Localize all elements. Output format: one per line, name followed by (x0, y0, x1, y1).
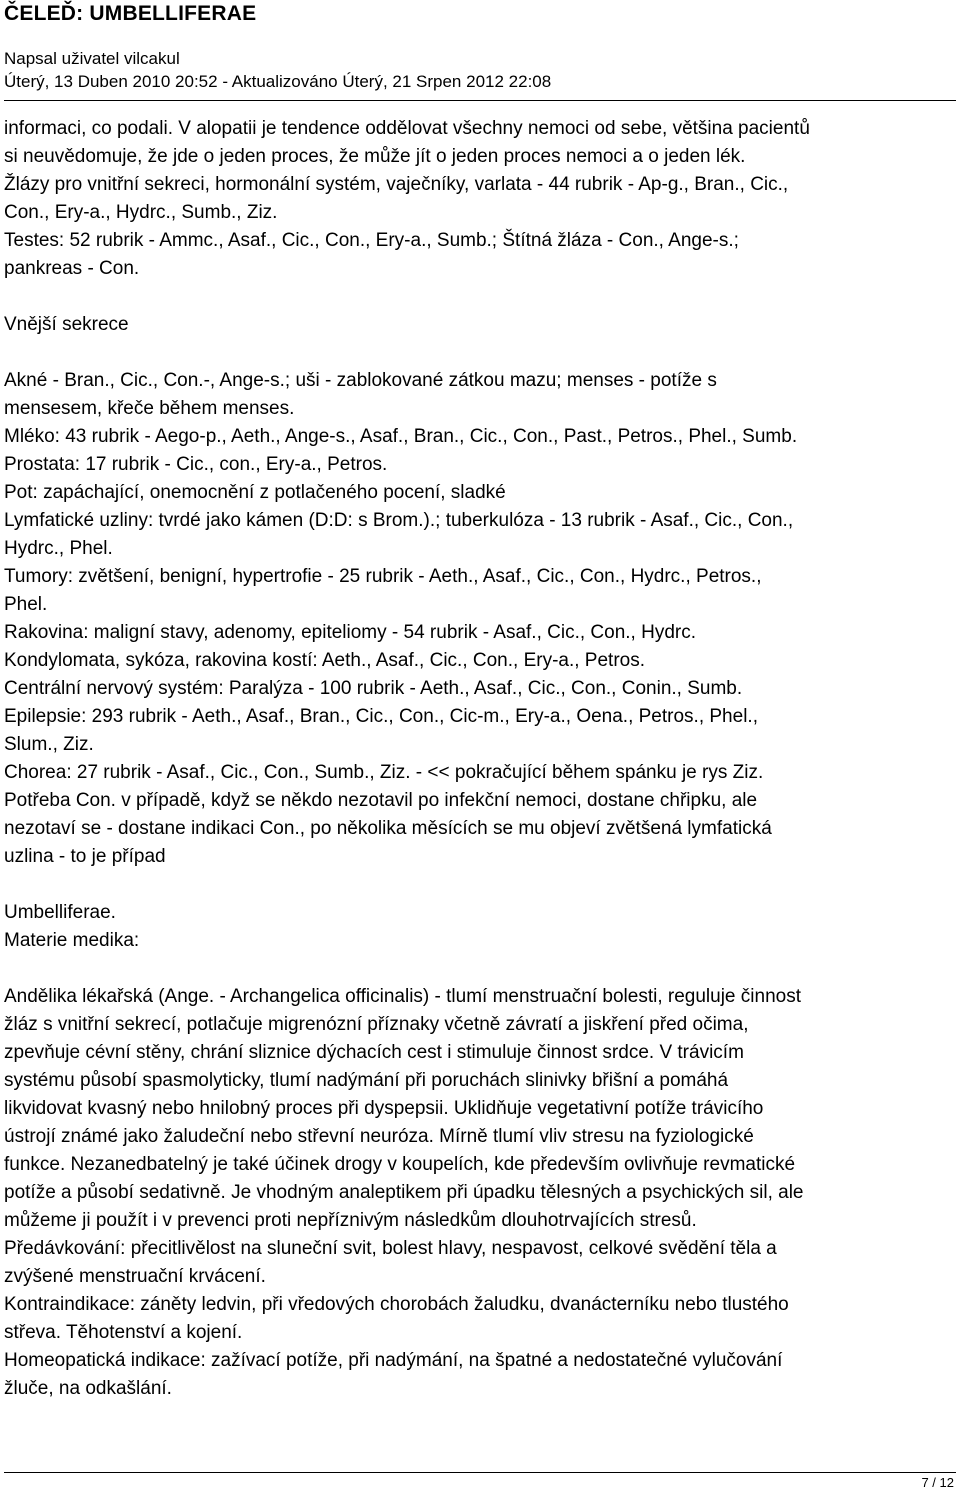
text-line: Akné - Bran., Cic., Con.-, Ange-s.; uši - zablokované zátkou mazu; menses - potíže s (4, 370, 717, 391)
text-line: žláz s vnitřní sekrecí, potlačuje migrenózní příznaky včetně závratí a jiskření před očima, (4, 1014, 749, 1035)
text-line: můžeme ji použít i v prevenci proti nepříznivým následkům dlouhotrvajících stresů. (4, 1210, 697, 1231)
text-line: Vnější sekrece (4, 314, 129, 335)
text-line: Materie medika: (4, 930, 140, 951)
blank-line (4, 955, 944, 983)
text-line: Žlázy pro vnitřní sekreci, hormonální systém, vaječníky, varlata - 44 rubrik - Ap-g., Bran., Cic., (4, 174, 789, 195)
page-title: ČELEĎ: UMBELLIFERAE (4, 2, 257, 25)
text-line: Centrální nervový systém: Paralýza - 100 rubrik - Aeth., Asaf., Cic., Con., Conin., Sumb. (4, 678, 743, 699)
blank-line (4, 283, 944, 311)
text-line: zpevňuje cévní stěny, chrání sliznice dýchacích cest i stimuluje činnost srdce. V trávicím (4, 1042, 744, 1063)
text-line: informaci, co podali. V alopatii je tendence oddělovat všechny nemoci od sebe, většina pacientů (4, 118, 810, 139)
text-line: Kontraindikace: záněty ledvin, při vředových chorobách žaludku, dvanácterníku nebo tlustého (4, 1294, 789, 1315)
text-line: Předávkování: přecitlivělost na sluneční svit, bolest hlavy, nespavost, celkové svědění těla a (4, 1238, 777, 1259)
text-line: systému působí spasmolyticky, tlumí nadýmání při poruchách slinivky břišní a pomáhá (4, 1070, 729, 1091)
text-line: Umbelliferae. (4, 902, 116, 923)
text-line: funkce. Nezanedbatelný je také účinek drogy v koupelích, kde především ovlivňuje revmatické (4, 1154, 796, 1175)
text-line: potíže a působí sedativně. Je vhodným analeptikem při úpadku tělesných a psychických sil, ale (4, 1182, 804, 1203)
text-line: Epilepsie: 293 rubrik - Aeth., Asaf., Bran., Cic., Con., Cic-m., Ery-a., Oena., Petros., Phel., (4, 706, 758, 727)
page-number: 7 / 12 (921, 1475, 954, 1490)
text-line: střeva. Těhotenství a kojení. (4, 1322, 243, 1343)
author-line: Napsal uživatel vilcakul (4, 49, 180, 68)
article-body (4, 115, 944, 1403)
text-line: Lymfatické uzliny: tvrdé jako kámen (D:D: s Brom.).; tuberkulóza - 13 rubrik - Asaf., Cic., Con., (4, 510, 794, 531)
text-line: Prostata: 17 rubrik - Cic., con., Ery-a., Petros. (4, 454, 388, 475)
text-line: Tumory: zvětšení, benigní, hypertrofie - 25 rubrik - Aeth., Asaf., Cic., Con., Hydrc., Petros., (4, 566, 762, 587)
footer-divider (4, 1472, 956, 1473)
text-line: žluče, na odkašlání. (4, 1378, 172, 1399)
text-line: Con., Ery-a., Hydrc., Sumb., Ziz. (4, 202, 278, 223)
text-line: Phel. (4, 594, 48, 615)
blank-line (4, 871, 944, 899)
text-line: zvýšené menstruační krvácení. (4, 1266, 266, 1287)
text-line: uzlina - to je případ (4, 846, 166, 867)
text-line: Kondylomata, sykóza, rakovina kostí: Aeth., Asaf., Cic., Con., Ery-a., Petros. (4, 650, 645, 671)
text-line: ústrojí známé jako žaludeční nebo střevní neuróza. Mírně tlumí vliv stresu na fyziologické (4, 1126, 754, 1147)
text-line: si neuvědomuje, že jde o jeden proces, že může jít o jeden proces nemoci a o jeden lék. (4, 146, 746, 167)
text-line: mensesem, křeče během menses. (4, 398, 295, 419)
text-line: Andělika lékařská (Ange. - Archangelica officinalis) - tlumí menstruační bolesti, reguluje činnost (4, 986, 801, 1007)
text-line: likvidovat kvasný nebo hnilobný proces při dyspepsii. Uklidňuje vegetativní potíže trávicího (4, 1098, 764, 1119)
text-line: Hydrc., Phel. (4, 538, 113, 559)
text-line: Potřeba Con. v případě, když se někdo nezotavil po infekční nemoci, dostane chřipku, ale (4, 790, 758, 811)
text-line: pankreas - Con. (4, 258, 140, 279)
text-line: Testes: 52 rubrik - Ammc., Asaf., Cic., Con., Ery-a., Sumb.; Štítná žláza - Con., Ange-s.; (4, 230, 739, 251)
header-divider (4, 100, 956, 101)
text-line: Pot: zapáchající, onemocnění z potlačeného pocení, sladké (4, 482, 506, 503)
text-line: Rakovina: maligní stavy, adenomy, epiteliomy - 54 rubrik - Asaf., Cic., Con., Hydrc. (4, 622, 696, 643)
text-line: Slum., Ziz. (4, 734, 94, 755)
text-line: Chorea: 27 rubrik - Asaf., Cic., Con., Sumb., Ziz. - << pokračující během spánku je rys Ziz. (4, 762, 764, 783)
text-line: Homeopatická indikace: zažívací potíže, při nadýmání, na špatné a nedostatečné vylučování (4, 1350, 783, 1371)
date-line: Úterý, 13 Duben 2010 20:52 - Aktualizováno Úterý, 21 Srpen 2012 22:08 (4, 72, 552, 91)
blank-line (4, 339, 944, 367)
text-line: nezotaví se - dostane indikaci Con., po několika měsících se mu objeví zvětšená lymfatická (4, 818, 772, 839)
text-line: Mléko: 43 rubrik - Aego-p., Aeth., Ange-s., Asaf., Bran., Cic., Con., Past., Petros., Phel., Sumb. (4, 426, 798, 447)
